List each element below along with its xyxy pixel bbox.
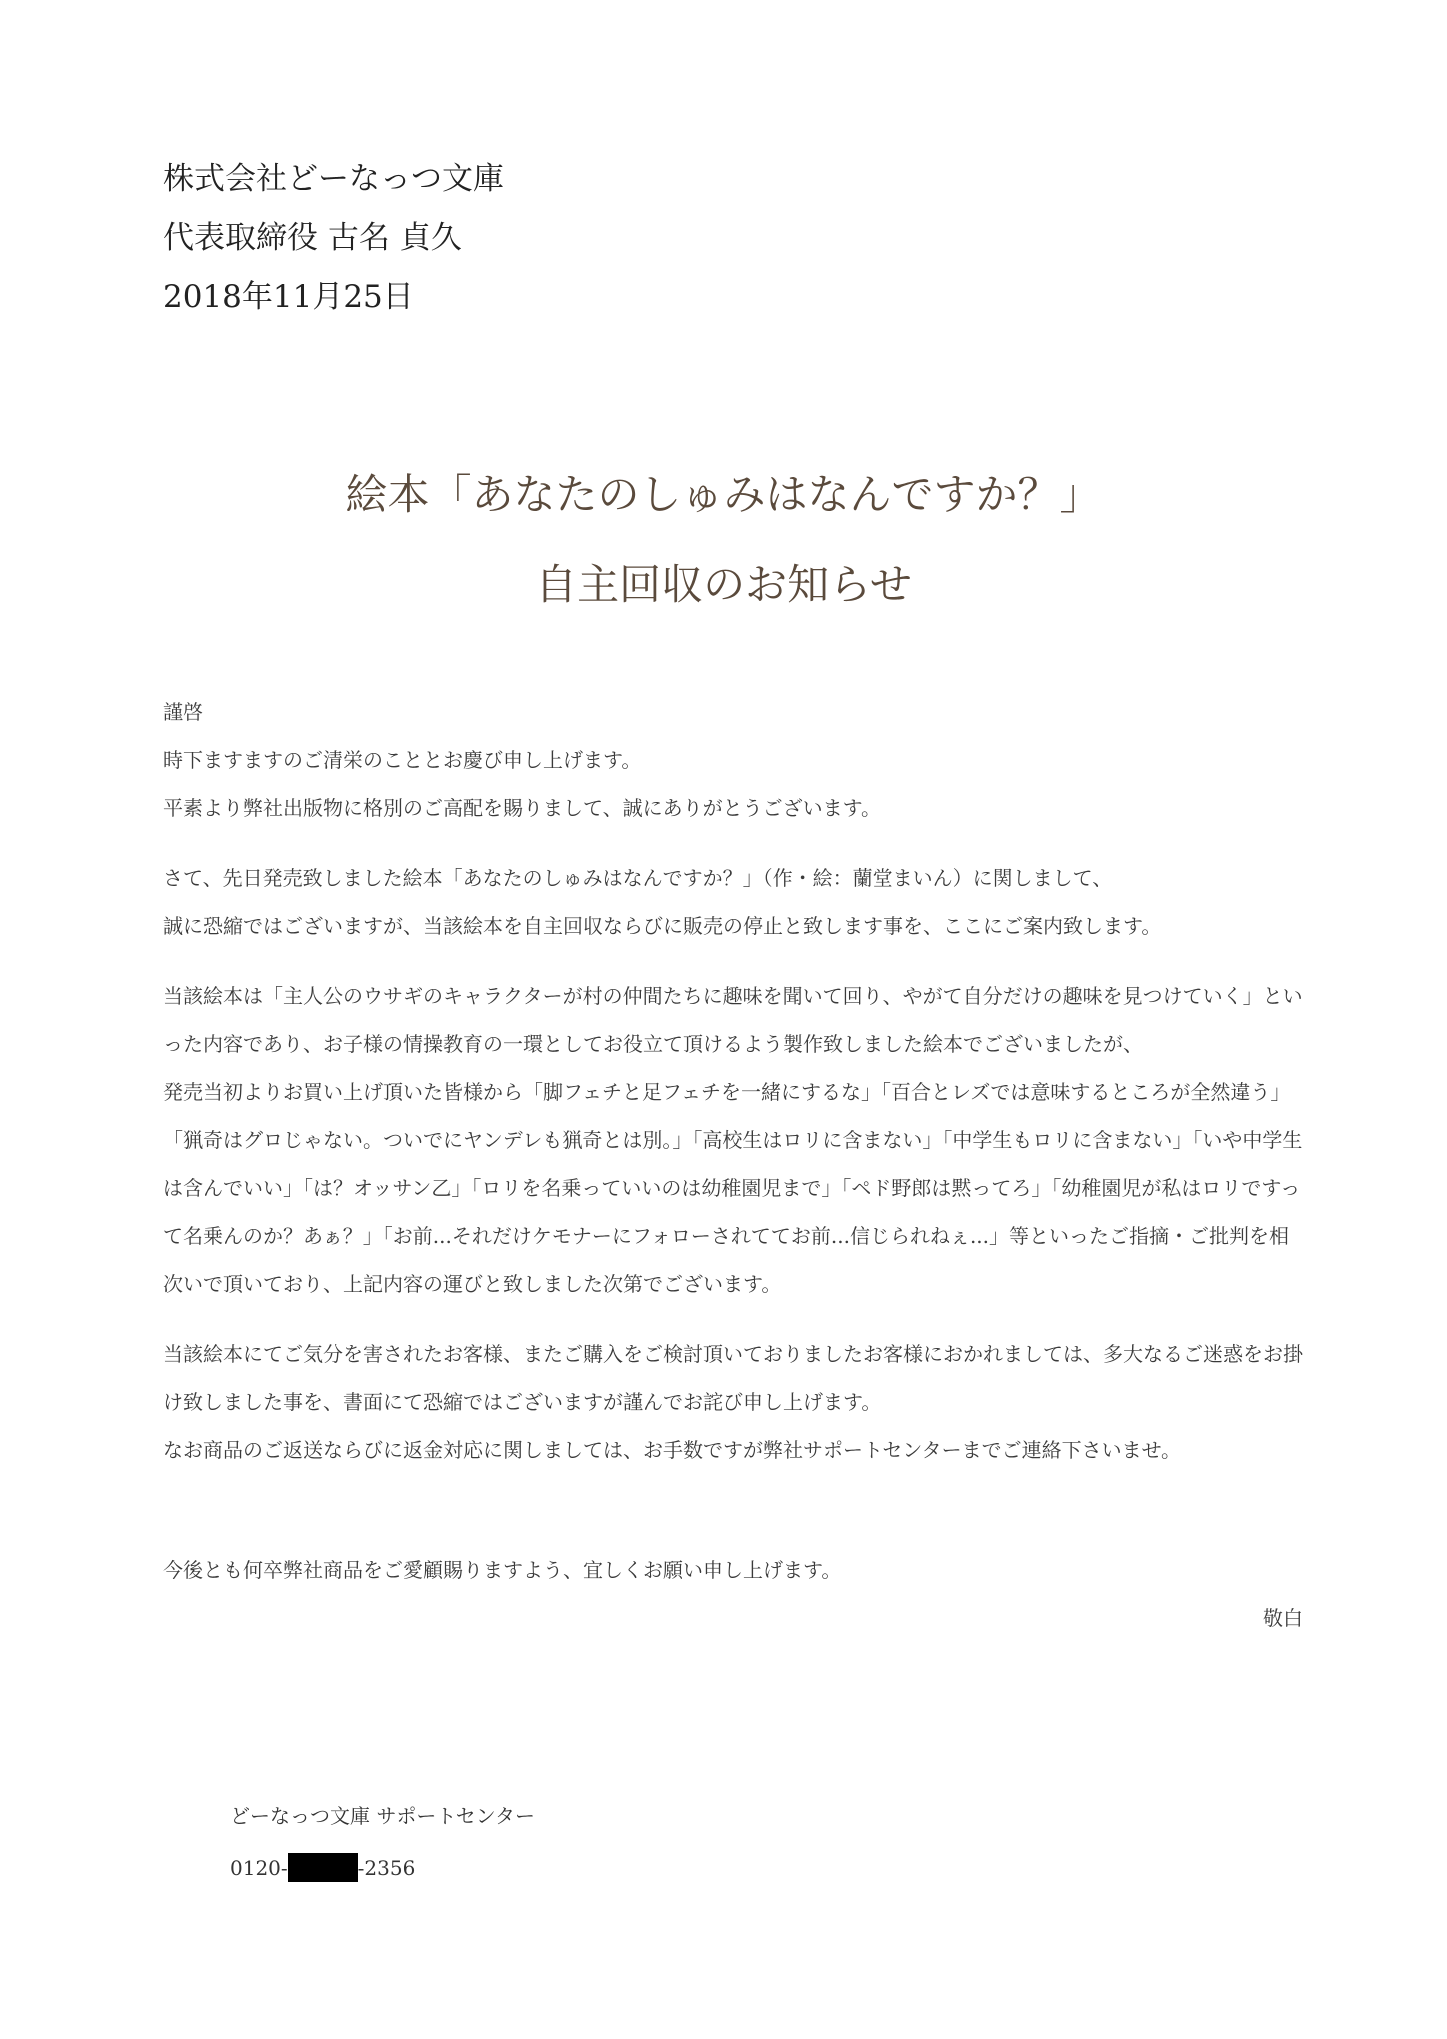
redaction-bar — [288, 1853, 358, 1882]
opening-word: 謹啓 — [163, 700, 203, 724]
support-phone — [230, 1841, 535, 1893]
apology-paragraph-2: なお商品のご返送ならびに返金対応に関しましては、お手数ですが弊社サポートセンターまでご連絡下さいませ。 — [163, 1438, 1181, 1462]
closing-word: 敬白 — [1263, 1606, 1303, 1630]
document-title — [0, 450, 1447, 630]
phone-suffix: -2356 — [357, 1855, 416, 1880]
document-date: 2018年11月25日 — [163, 279, 414, 315]
title-line-1: 絵本「あなたのしゅみはなんですか？」 — [345, 470, 1102, 519]
phone-prefix: 0120- — [230, 1855, 288, 1880]
paragraph-gap — [163, 1474, 1303, 1546]
greeting-paragraph-1: 時下ますますのご清栄のこととお慶び申し上げます。 — [163, 748, 642, 772]
notice-paragraph-1: さて、先日発売致しました絵本「あなたのしゅみはなんですか？」（作・絵：蘭堂まいん）に関しまして、 — [163, 866, 1113, 890]
paragraph-gap — [163, 1308, 1303, 1330]
contact-info — [230, 1791, 535, 1893]
greeting-paragraph-2: 平素より弊社出版物に格別のご高配を賜りまして、誠にありがとうございます。 — [163, 796, 881, 820]
notice-paragraph-2: 誠に恐縮ではございますが、当該絵本を自主回収ならびに販売の停止と致します事を、ここにご案内致します。 — [163, 914, 1162, 938]
apology-paragraph-1: 当該絵本にてご気分を害されたお客様、またご購入をご検討頂いておりましたお客様におかれましては、多大なるご迷惑をお掛け致しました事を、書面にて恐縮ではございますが謹んでお詫び申し上げます。 — [163, 1342, 1303, 1414]
closing-request: 今後とも何卒弊社商品をご愛顧賜りますよう、宜しくお願い申し上げます。 — [163, 1558, 842, 1582]
letter-body — [163, 688, 1303, 1642]
paragraph-gap — [163, 832, 1303, 854]
company-name: 株式会社どーなっつ文庫 — [163, 161, 504, 197]
sender-header — [163, 150, 504, 327]
support-center-name: どーなっつ文庫 サポートセンター — [230, 1804, 535, 1828]
title-line-2: 自主回収のお知らせ — [535, 560, 912, 609]
reason-paragraph-1: 当該絵本は「主人公のウサギのキャラクターが村の仲間たちに趣味を聞いて回り、やがて自分だけの趣味を見つけていく」といった内容であり、お子様の情操教育の一環としてお役立て頂けるよう製作致しました絵本でございましたが、 — [163, 984, 1303, 1056]
reason-paragraph-2: 発売当初よりお買い上げ頂いた皆様から「脚フェチと足フェチを一緒にするな」「百合とレズでは意味するところが全然違う」「猟奇はグロじゃない。ついでにヤンデレも猟奇とは別。」「高校生はロリに含まない」「中学生もロリに含まない」「いや中学生は含んでいい」「は？オッサン乙」「ロリを名乗っていいのは幼稚園児まで」「ペド野郎は黙ってろ」「幼稚園児が私はロリですって名乗んのか？あぁ？」「お前...それだけケモナーにフォローされててお前...信じられねぇ...」等といったご指摘・ご批判を相次いで頂いており、上記内容の運びと致しました次第でございます。 — [163, 1080, 1303, 1296]
representative-name: 代表取締役 古名 貞久 — [163, 220, 462, 256]
paragraph-gap — [163, 950, 1303, 972]
